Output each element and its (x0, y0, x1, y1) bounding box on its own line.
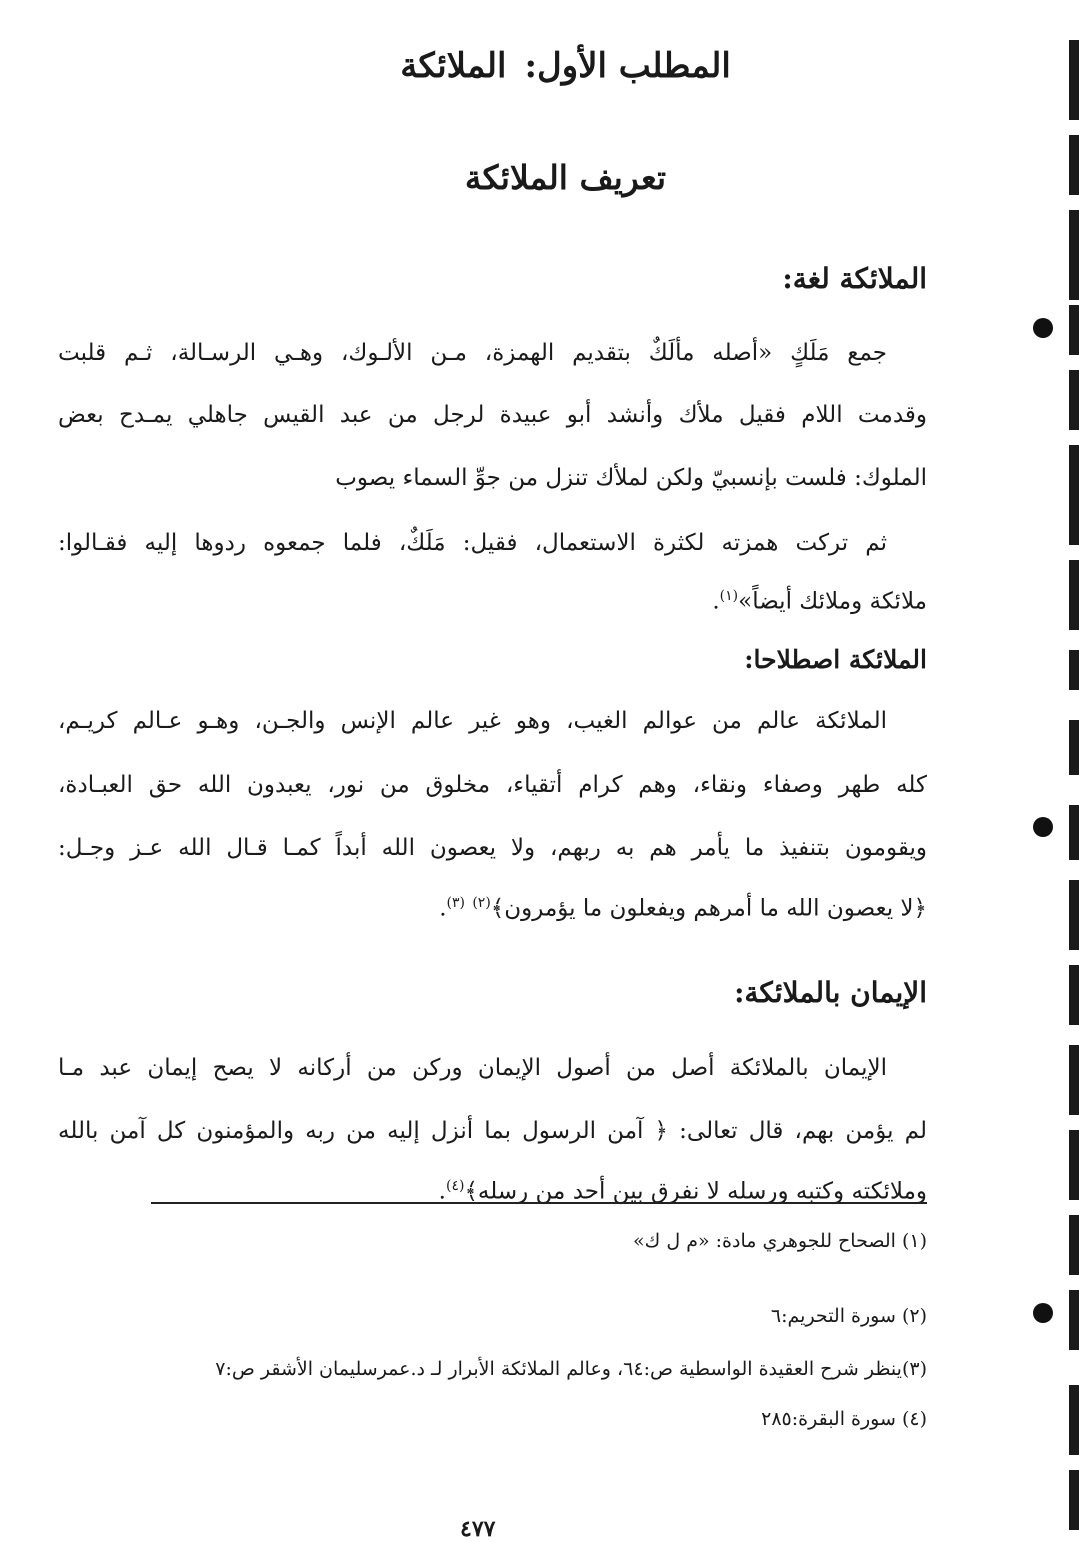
binding-edge-mark (1069, 1385, 1079, 1455)
binding-edge-mark (1069, 720, 1079, 775)
heading-iman: الإيمان بالملائكة: (734, 976, 927, 1009)
footnote-separator (151, 1202, 927, 1204)
footnote: (٣)ينظر شرح العقيدة الواسطية ص:٦٤، وعالم الملائكة الأبرار لـ د.عمرسليمان الأشقر ص:٧ (215, 1358, 927, 1380)
text-line: الإيمان بالملائكة أصل من أصول الإيمان وركن من أركانه لا يصح إيمان عبد مـا (58, 1055, 887, 1081)
footnote-ref: (١) (719, 588, 739, 604)
binding-edge-mark (1069, 805, 1079, 860)
binding-edge-mark (1069, 1290, 1079, 1350)
page-number: ٤٧٧ (460, 1516, 496, 1542)
punch-hole (1033, 1303, 1053, 1323)
text-line: ويقومون بتنفيذ ما يأمر هم به ربهم، ولا يعصون الله أبداً كمـا قـال الله عـز وجـل: (58, 835, 927, 861)
binding-edge-mark (1069, 650, 1079, 690)
footnote: (١) الصحاح للجوهري مادة: «م ل ك» (633, 1230, 927, 1252)
text-line: الملوك: فلست بإنسبيّ ولكن لملأك تنزل من جوِّ السماء يصوب (335, 465, 927, 491)
section-title: تعريف الملائكة (464, 158, 667, 197)
quran-quote: وملائكته وكتبه ورسله لا نفرق بين أحد من رسله﴾ (464, 1178, 927, 1205)
quran-quote: ﴿لا يعصون الله ما أمرهم ويفعلون ما يؤمرون﴾ (490, 895, 927, 922)
binding-edge-mark (1069, 135, 1079, 195)
text-line: ثم تركت همزته لكثرة الاستعمال، فقيل: مَلَكٌ، فلما جمعوه ردوها إليه فقـالوا: (58, 530, 887, 556)
title-part-b: الملائكة (400, 46, 507, 86)
binding-edge-mark (1069, 445, 1079, 545)
binding-edge-mark (1069, 1215, 1079, 1275)
text-line: جمع مَلَكٍ «أصله مألَكٌ بتقديم الهمزة، مـن الألـوك، وهـي الرسـالة، ثـم قلبت (58, 340, 887, 366)
binding-edge-mark (1069, 880, 1079, 950)
text-line: ملائكة وملائك أيضاً»$^{(١)}$. (712, 588, 927, 615)
binding-edge-mark (1069, 560, 1079, 630)
binding-edge-mark (1069, 370, 1079, 430)
binding-edge-mark (1069, 965, 1079, 1025)
binding-edge-mark (1069, 40, 1079, 120)
heading-lugha: الملائكة لغة: (782, 262, 927, 295)
text-line: وملائكته وكتبه ورسله لا نفرق بين أحد من رسله﴾$^{(٤)}$. (438, 1178, 927, 1205)
binding-edge-mark (1069, 210, 1079, 300)
footnote-ref: (٤) (445, 1178, 465, 1194)
binding-edge-mark (1069, 1470, 1079, 1530)
heading-istilah: الملائكة اصطلاحا: (744, 645, 927, 674)
text-line: الملائكة عالم من عوالم الغيب، وهو غير عالم الإنس والجـن، وهـو عـالم كريـم، (58, 708, 887, 734)
binding-edge-mark (1069, 1045, 1079, 1115)
binding-edge-mark (1069, 1130, 1079, 1200)
text-line: لم يؤمن بهم، قال تعالى: ﴿ آمن الرسول بما أنزل إليه من ربه والمؤمنون كل آمن بالله (58, 1118, 927, 1144)
page-title (0, 46, 1079, 86)
punch-hole (1033, 817, 1053, 837)
footnote-ref: (٢) (472, 895, 491, 911)
text-line: وقدمت اللام فقيل ملأك وأنشد أبو عبيدة لرجل من عبد القيس جاهلي يمـدح بعض (58, 402, 927, 428)
text-span: ملائكة وملائك أيضاً» (738, 588, 927, 615)
text-line: كله طهر وصفاء ونقاء، وهم كرام أتقياء، مخلوق من نور، يعبدون الله حق العبـادة، (58, 772, 927, 798)
text-line: ﴿لا يعصون الله ما أمرهم ويفعلون ما يؤمرون﴾$^{(٢)}$ $^{(٣)}$. (439, 895, 927, 922)
binding-edge-mark (1069, 305, 1079, 355)
footnote: (٢) سورة التحريم:٦ (770, 1305, 927, 1327)
footnote: (٤) سورة البقرة:٢٨٥ (761, 1408, 927, 1430)
footnote-ref: (٣) (446, 895, 465, 911)
title-part-a: المطلب الأول: (524, 46, 731, 86)
punch-hole (1033, 318, 1053, 338)
